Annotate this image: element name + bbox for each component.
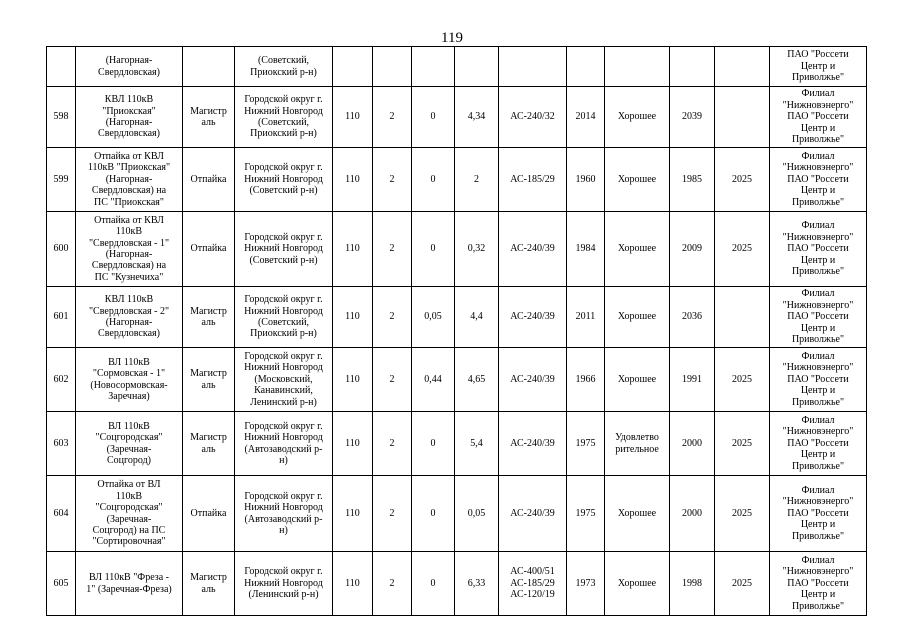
cell-year-plan [715, 47, 770, 87]
cell-num: 604 [47, 476, 76, 552]
cell-circuits: 2 [373, 287, 412, 348]
cell-year-next: 2009 [670, 212, 715, 287]
table-row [47, 287, 867, 348]
cell-circuits: 2 [373, 476, 412, 552]
cell-year-plan: 2025 [715, 412, 770, 476]
cell-condition: Удовлетво рительное [605, 412, 670, 476]
cell-length-a: 0 [412, 412, 455, 476]
cell-condition: Хорошее [605, 348, 670, 412]
cell-year-plan: 2025 [715, 212, 770, 287]
cell-condition: Хорошее [605, 212, 670, 287]
cell-year-built: 2011 [567, 287, 605, 348]
cell-owner: Филиал "Нижновэнерго" ПАО "Россети Центр и Приволжье" [770, 148, 867, 212]
cell-year-built: 2014 [567, 87, 605, 148]
cell-length-b [455, 47, 499, 87]
cell-year-built: 1975 [567, 412, 605, 476]
cell-line-type: Отпайка [183, 148, 235, 212]
cell-voltage: 110 [333, 412, 373, 476]
cell-length-b: 0,32 [455, 212, 499, 287]
cell-wire: АС-240/39 [499, 412, 567, 476]
cell-num: 600 [47, 212, 76, 287]
continuation-row [47, 47, 867, 87]
cell-condition: Хорошее [605, 476, 670, 552]
cell-wire: АС-240/39 [499, 212, 567, 287]
cell-location: Городской округ г. Нижний Новгород (Советский р-н) [235, 212, 333, 287]
cell-length-b: 2 [455, 148, 499, 212]
cell-length-a: 0 [412, 212, 455, 287]
cell-wire: АС-185/29 [499, 148, 567, 212]
table-rows [47, 87, 867, 616]
cell-year-built: 1966 [567, 348, 605, 412]
cell-owner: Филиал "Нижновэнерго" ПАО "Россети Центр и Приволжье" [770, 552, 867, 616]
table-row [47, 348, 867, 412]
cell-num: 605 [47, 552, 76, 616]
table-row [47, 412, 867, 476]
cell-length-b: 5,4 [455, 412, 499, 476]
cell-voltage: 110 [333, 212, 373, 287]
cell-wire: АС-400/51 АС-185/29 АС-120/19 [499, 552, 567, 616]
cell-line-type [183, 47, 235, 87]
cell-length-b: 4,34 [455, 87, 499, 148]
cell-circuits: 2 [373, 552, 412, 616]
cell-line-type: Отпайка [183, 476, 235, 552]
table-row [47, 148, 867, 212]
cell-voltage: 110 [333, 476, 373, 552]
cell-owner: Филиал "Нижновэнерго" ПАО "Россети Центр и Приволжье" [770, 287, 867, 348]
cell-num: 603 [47, 412, 76, 476]
cell-line-type: Магистр аль [183, 87, 235, 148]
cell-line-name: ВЛ 110кВ "Соцгородская" (Заречная- Соцгород) [76, 412, 183, 476]
cell-year-plan: 2025 [715, 348, 770, 412]
cell-owner: ПАО "Россети Центр и Приволжье" [770, 47, 867, 87]
cell-year-next [670, 47, 715, 87]
cell-year-next: 2000 [670, 412, 715, 476]
cell-year-plan: 2025 [715, 552, 770, 616]
cell-owner: Филиал "Нижновэнерго" ПАО "Россети Центр и Приволжье" [770, 476, 867, 552]
cell-year-plan: 2025 [715, 148, 770, 212]
cell-length-a: 0 [412, 476, 455, 552]
cell-condition: Хорошее [605, 552, 670, 616]
cell-length-b: 4,4 [455, 287, 499, 348]
cell-year-plan [715, 287, 770, 348]
cell-voltage [333, 47, 373, 87]
cell-wire: АС-240/39 [499, 287, 567, 348]
cell-location: Городской округ г. Нижний Новгород (Автозаводский р- н) [235, 412, 333, 476]
cell-year-next: 2000 [670, 476, 715, 552]
cell-num [47, 47, 76, 87]
cell-length-a [412, 47, 455, 87]
cell-circuits: 2 [373, 412, 412, 476]
cell-wire: АС-240/39 [499, 348, 567, 412]
cell-location: Городской округ г. Нижний Новгород (Автозаводский р- н) [235, 476, 333, 552]
cell-num: 601 [47, 287, 76, 348]
cell-circuits: 2 [373, 148, 412, 212]
cell-length-a: 0,44 [412, 348, 455, 412]
cell-circuits: 2 [373, 87, 412, 148]
cell-voltage: 110 [333, 287, 373, 348]
cell-year-next: 1998 [670, 552, 715, 616]
cell-voltage: 110 [333, 148, 373, 212]
page-number: 119 [441, 30, 463, 46]
cell-num: 599 [47, 148, 76, 212]
cell-num: 602 [47, 348, 76, 412]
cell-owner: Филиал "Нижновэнерго" ПАО "Россети Центр и Приволжье" [770, 348, 867, 412]
cell-length-a: 0 [412, 148, 455, 212]
cell-voltage: 110 [333, 87, 373, 148]
cell-location: Городской округ г. Нижний Новгород (Советский, Приокский р-н) [235, 87, 333, 148]
cell-year-built: 1984 [567, 212, 605, 287]
cell-year-plan [715, 87, 770, 148]
cell-year-next: 2036 [670, 287, 715, 348]
cell-voltage: 110 [333, 552, 373, 616]
cell-line-type: Магистр аль [183, 348, 235, 412]
table-row [47, 552, 867, 616]
cell-circuits [373, 47, 412, 87]
cell-length-b: 6,33 [455, 552, 499, 616]
cell-line-name: (Нагорная- Свердловская) [76, 47, 183, 87]
cell-length-b: 0,05 [455, 476, 499, 552]
cell-condition: Хорошее [605, 87, 670, 148]
table-row [47, 476, 867, 552]
cell-voltage: 110 [333, 348, 373, 412]
table-row [47, 87, 867, 148]
cell-num: 598 [47, 87, 76, 148]
cell-line-name: ВЛ 110кВ "Фреза - 1" (Заречная-Фреза) [76, 552, 183, 616]
cell-length-a: 0 [412, 552, 455, 616]
cell-year-plan: 2025 [715, 476, 770, 552]
cell-year-next: 1985 [670, 148, 715, 212]
cell-circuits: 2 [373, 348, 412, 412]
cell-line-type: Магистр аль [183, 412, 235, 476]
cell-line-name: КВЛ 110кВ "Приокская" (Нагорная- Свердловская) [76, 87, 183, 148]
cell-wire: АС-240/39 [499, 476, 567, 552]
cell-line-name: КВЛ 110кВ "Свердловская - 2" (Нагорная- Свердловская) [76, 287, 183, 348]
cell-wire [499, 47, 567, 87]
cell-owner: Филиал "Нижновэнерго" ПАО "Россети Центр и Приволжье" [770, 412, 867, 476]
cell-line-type: Магистр аль [183, 552, 235, 616]
cell-wire: АС-240/32 [499, 87, 567, 148]
cell-circuits: 2 [373, 212, 412, 287]
cell-location: Городской округ г. Нижний Новгород (Ленинский р-н) [235, 552, 333, 616]
cell-year-next: 2039 [670, 87, 715, 148]
cell-condition: Хорошее [605, 287, 670, 348]
cell-condition: Хорошее [605, 148, 670, 212]
cell-length-a: 0 [412, 87, 455, 148]
cell-year-built: 1960 [567, 148, 605, 212]
cell-owner: Филиал "Нижновэнерго" ПАО "Россети Центр и Приволжье" [770, 212, 867, 287]
cell-location: Городской округ г. Нижний Новгород (Советский, Приокский р-н) [235, 287, 333, 348]
table-row [47, 212, 867, 287]
cell-year-next: 1991 [670, 348, 715, 412]
cell-length-b: 4,65 [455, 348, 499, 412]
cell-line-name: Отпайка от ВЛ 110кВ "Соцгородская" (Заречная- Соцгород) на ПС "Сортировочная" [76, 476, 183, 552]
cell-owner: Филиал "Нижновэнерго" ПАО "Россети Центр и Приволжье" [770, 87, 867, 148]
cell-line-type: Отпайка [183, 212, 235, 287]
cell-length-a: 0,05 [412, 287, 455, 348]
cell-year-built: 1973 [567, 552, 605, 616]
cell-location: (Советский, Приокский р-н) [235, 47, 333, 87]
cell-year-built [567, 47, 605, 87]
cell-line-name: Отпайка от КВЛ 110кВ "Свердловская - 1" (Нагорная- Свердловская) на ПС "Кузнечиха" [76, 212, 183, 287]
cell-line-name: ВЛ 110кВ "Сормовская - 1" (Новосормовская- Заречная) [76, 348, 183, 412]
cell-year-built: 1975 [567, 476, 605, 552]
power-line-registry-table [46, 46, 867, 616]
cell-condition [605, 47, 670, 87]
cell-line-name: Отпайка от КВЛ 110кВ "Приокская" (Нагорная- Свердловская) на ПС "Приокская" [76, 148, 183, 212]
cell-location: Городской округ г. Нижний Новгород (Советский р-н) [235, 148, 333, 212]
cell-location: Городской округ г. Нижний Новгород (Московский, Канавинский, Ленинский р-н) [235, 348, 333, 412]
cell-line-type: Магистр аль [183, 287, 235, 348]
